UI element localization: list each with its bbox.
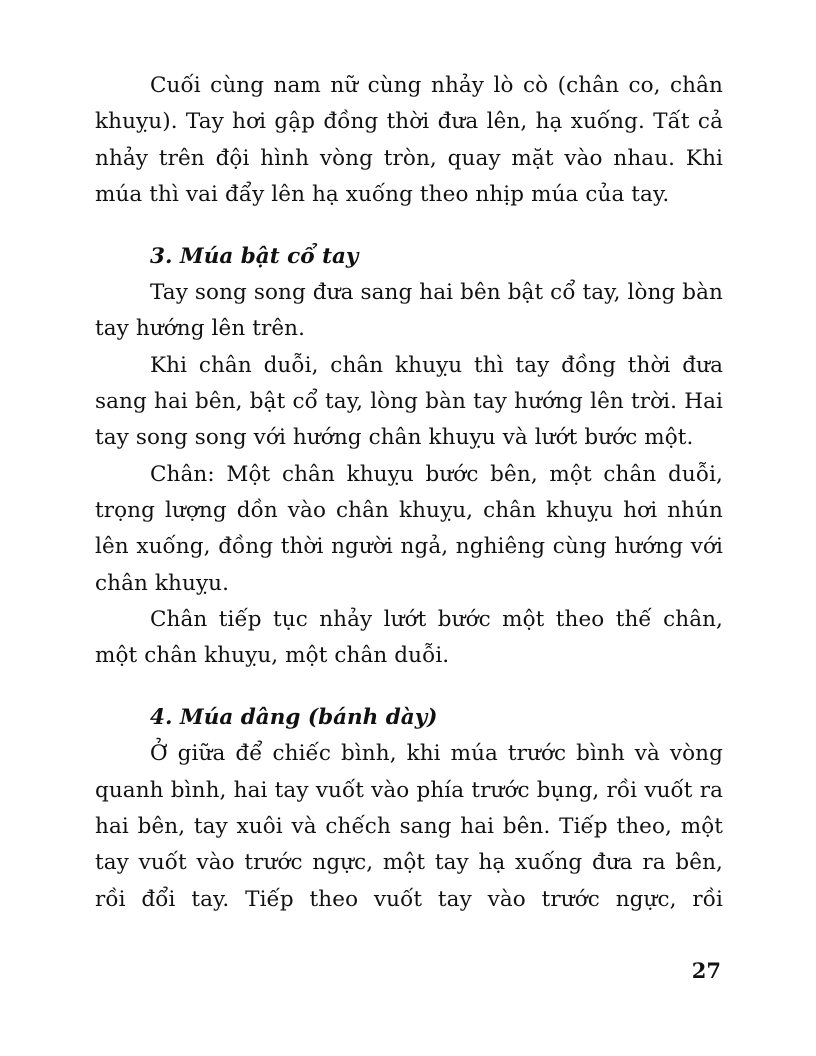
page-body xyxy=(95,68,723,918)
page-number: 27 xyxy=(691,958,721,983)
section-4-paragraph-1: Ở giữa để chiếc bình, khi múa trước bình và vòng quanh bình, hai tay vuốt vào phía trước bụng, rồi vuốt ra hai bên, tay xuôi và chếch sang hai bên. Tiếp theo, một tay vuốt vào trước ngực, một tay hạ xuống đưa ra bên, rồi đổi tay. Tiếp theo vuốt tay vào trước ngực, rồi xyxy=(95,741,723,912)
section-3-paragraph-2: Khi chân duỗi, chân khuỵu thì tay đồng thời đưa sang hai bên, bật cổ tay, lòng bàn tay hướng lên trời. Hai tay song song với hướng chân khuỵu và lướt bước một. xyxy=(95,352,723,451)
section-3-paragraph-3: Chân: Một chân khuỵu bước bên, một chân duỗi, trọng lượng dồn vào chân khuỵu, chân khuỵu hơi nhún lên xuống, đồng thời người ngả, nghiêng cùng hướng với chân khuỵu. xyxy=(95,461,723,596)
intro-paragraph: Cuối cùng nam nữ cùng nhảy lò cò (chân co, chân khuỵu). Tay hơi gập đồng thời đưa lên, hạ xuống. Tất cả nhảy trên đội hình vòng tròn, quay mặt vào nhau. Khi múa thì vai đẩy lên hạ xuống theo nhịp múa của tay. xyxy=(95,73,723,207)
section-3-paragraph-4: Chân tiếp tục nhảy lướt bước một theo thế chân, một chân khuỵu, một chân duỗi. xyxy=(95,606,723,669)
section-3-heading: 3. Múa bật cổ tay xyxy=(150,244,359,270)
section-4-heading: 4. Múa dâng (bánh dày) xyxy=(150,705,438,731)
section-3-paragraph-1: Tay song song đưa sang hai bên bật cổ tay, lòng bàn tay hướng lên trên. xyxy=(95,280,723,342)
